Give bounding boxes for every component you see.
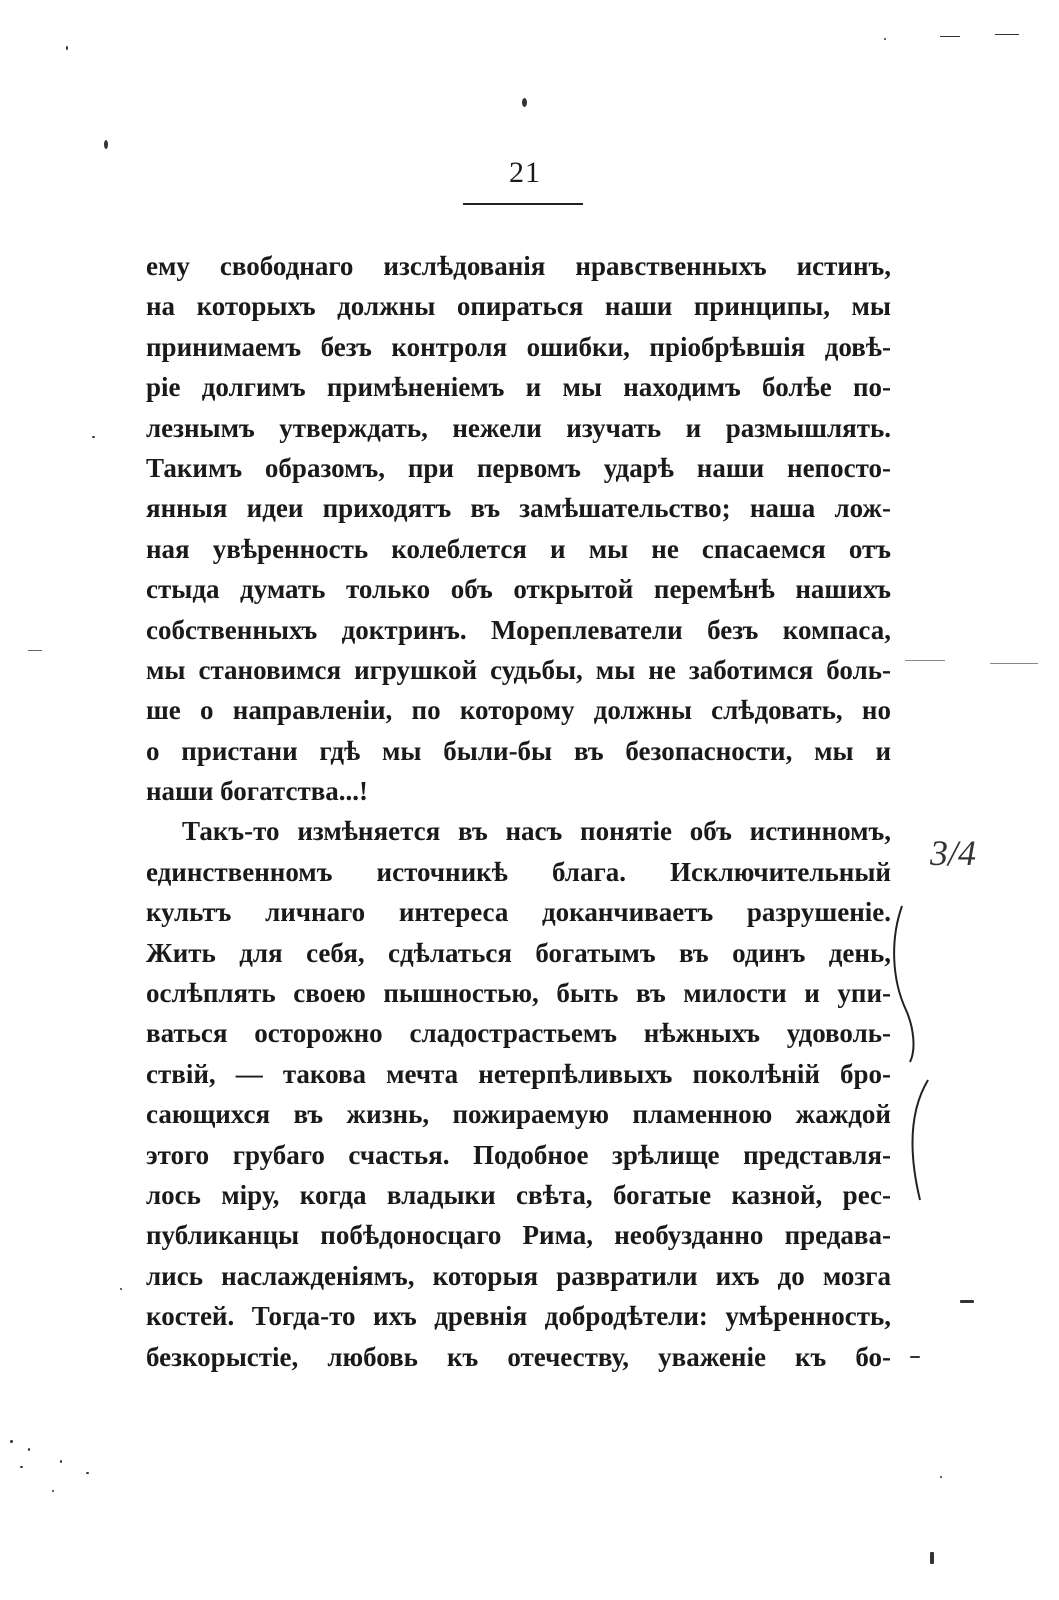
scan-speck bbox=[960, 1300, 974, 1303]
text-line: лись наслажденіямъ, которыя развратили ихъ до мозга bbox=[146, 1260, 891, 1291]
text-line: о пристани гдѣ мы были-бы въ безопасности, мы и bbox=[146, 735, 891, 766]
text-line: костей. Тогда-то ихъ древнія добродѣтели: умѣренность, bbox=[146, 1301, 891, 1332]
page-number: 21 bbox=[509, 156, 541, 189]
scan-speck bbox=[92, 436, 95, 438]
text-line: ослѣплять своею пышностью, быть въ милости и упи- bbox=[146, 978, 891, 1009]
text-line: принимаемъ безъ контроля ошибки, пріобрѣвшія довѣ- bbox=[146, 331, 891, 362]
scan-speck bbox=[28, 1448, 30, 1451]
scan-speck bbox=[104, 140, 108, 149]
scan-speck bbox=[940, 1476, 942, 1478]
text-line: ная увѣренность колеблется и мы не спасаемся отъ bbox=[146, 533, 891, 564]
text-line: наши богатства...! bbox=[146, 776, 369, 807]
scan-speck bbox=[522, 98, 527, 107]
scan-speck bbox=[940, 36, 960, 37]
text-line: ваться осторожно сладострастьемъ нѣжныхъ удоволь- bbox=[146, 1018, 891, 1049]
scan-speck bbox=[120, 1288, 122, 1290]
text-line: ріе долгимъ примѣненіемъ и мы находимъ болѣе по- bbox=[146, 372, 891, 403]
text-line: мы становимся игрушкой судьбы, мы не заботимся боль- bbox=[146, 654, 891, 685]
scan-speck bbox=[20, 1466, 23, 1468]
text-line: культъ личнаго интереса доканчиваетъ разрушеніе. bbox=[146, 897, 891, 928]
text-line: этого грубаго счастья. Подобное зрѣлище представля- bbox=[146, 1139, 891, 1170]
scan-speck bbox=[28, 650, 42, 651]
text-line: сающихся въ жизнь, пожираемую пламенною жаждой bbox=[146, 1099, 891, 1130]
text-line: Такимъ образомъ, при первомъ ударѣ наши непосто- bbox=[146, 452, 891, 483]
text-line: ше о направленіи, по которому должны слѣдовать, но bbox=[146, 695, 891, 726]
text-line: Такъ-то измѣняется въ насъ понятіе объ истинномъ, bbox=[182, 816, 891, 847]
text-line: собственныхъ доктринъ. Мореплеватели безъ компаса, bbox=[146, 614, 891, 645]
scan-speck bbox=[905, 660, 945, 661]
text-line: лось міру, когда владыки свѣта, богатые казной, рес- bbox=[146, 1179, 891, 1210]
text-line: на которыхъ должны опираться наши принципы, мы bbox=[146, 291, 891, 322]
scan-speck bbox=[52, 1490, 54, 1492]
scan-speck bbox=[60, 1460, 62, 1463]
text-line: единственномъ источникѣ блага. Исключительный bbox=[146, 856, 891, 887]
text-line: Жить для себя, сдѣлаться богатымъ въ одинъ день, bbox=[146, 937, 891, 968]
scan-speck bbox=[10, 1440, 13, 1443]
scan-speck bbox=[66, 46, 68, 50]
scan-speck bbox=[884, 38, 886, 40]
text-line: лезнымъ утверждать, нежели изучать и размышлять. bbox=[146, 412, 891, 443]
scan-speck bbox=[910, 1356, 920, 1358]
scan-speck bbox=[930, 1552, 934, 1564]
text-line: публиканцы побѣдоносцаго Рима, необузданно предава- bbox=[146, 1220, 891, 1251]
scan-speck bbox=[995, 34, 1019, 35]
text-line: стыда думать только объ открытой перемѣнѣ нашихъ bbox=[146, 574, 891, 605]
text-line: безкорыстіе, любовь къ отечеству, уваженіе къ бо- bbox=[146, 1341, 891, 1372]
text-line: ему свободнаго изслѣдованія нравственныхъ истинъ, bbox=[146, 251, 891, 281]
scan-speck bbox=[86, 1472, 89, 1474]
body-text bbox=[146, 246, 891, 1377]
handwritten-margin-bracket bbox=[880, 900, 940, 1220]
page-number-rule bbox=[463, 203, 583, 205]
scan-speck bbox=[990, 663, 1038, 664]
handwritten-margin-note: 3/4 bbox=[930, 833, 977, 873]
text-line: ствій, — такова мечта нетерпѣливыхъ поколѣній бро- bbox=[146, 1058, 891, 1089]
text-line: янныя идеи приходятъ въ замѣшательство; наша лож- bbox=[146, 493, 891, 524]
